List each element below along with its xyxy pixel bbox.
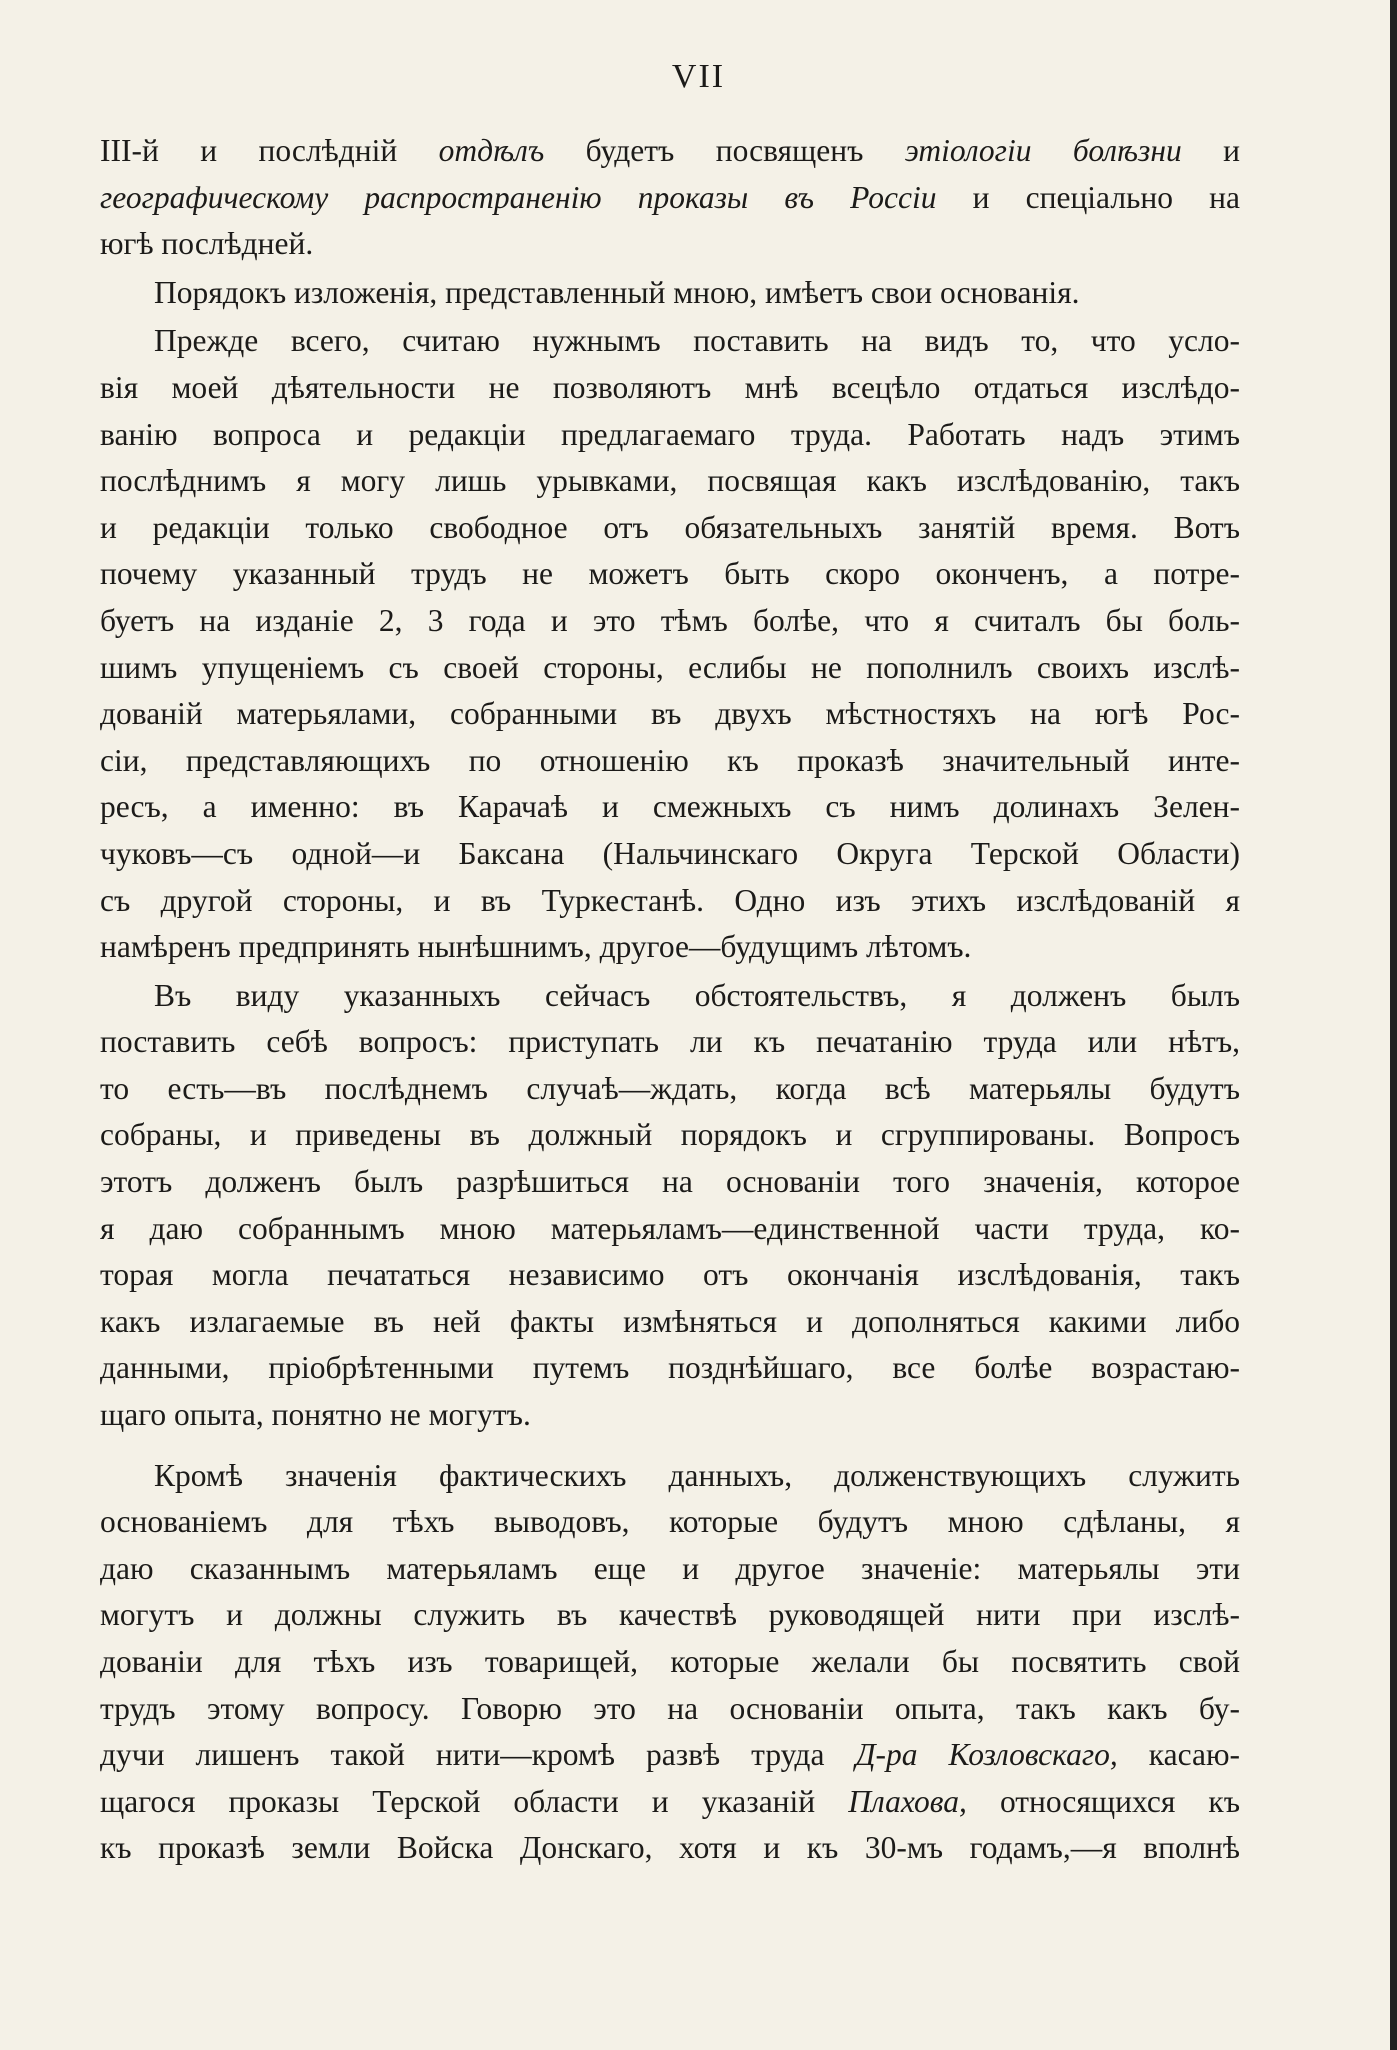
- text-span: щаго опыта, понятно не могутъ.: [100, 1397, 531, 1433]
- text-line: [100, 458, 1240, 505]
- text-line: [100, 1299, 1240, 1346]
- text-span: и спеціально на: [936, 179, 1240, 215]
- text-span: и редакціи только свободное отъ обязательныхъ занятій время. Вотъ: [100, 509, 1240, 545]
- italic-span: Д-ра Козловскаго,: [855, 1737, 1118, 1773]
- text-line: [100, 831, 1240, 878]
- paragraph: [100, 1453, 1240, 1872]
- italic-span: Плахова,: [848, 1783, 967, 1819]
- text-span: даю сказаннымъ матерьяламъ еще и другое значеніе: матерьялы эти: [100, 1550, 1240, 1586]
- text-line: [100, 1019, 1240, 1066]
- text-line: [100, 1345, 1240, 1392]
- italic-span: этіологіи болѣзни: [904, 133, 1182, 168]
- text-line: [100, 1686, 1240, 1733]
- text-span: я даю собраннымъ мною матерьяламъ—единственной части труда, ко-: [100, 1210, 1240, 1246]
- text-line: [100, 365, 1240, 412]
- text-line: [100, 1639, 1240, 1686]
- text-line: [100, 924, 1240, 971]
- text-line: [100, 505, 1240, 552]
- text-span: намѣренъ предпринять нынѣшнимъ, другое—будущимъ лѣтомъ.: [100, 929, 972, 965]
- text-line: [100, 270, 1240, 317]
- text-span: собраны, и приведены въ должный порядокъ и сгруппированы. Вопросъ: [100, 1117, 1240, 1153]
- text-span: могутъ и должны служить въ качествѣ руководящей нити при изслѣ-: [100, 1597, 1240, 1633]
- text-span: III-й и послѣдній: [100, 133, 439, 168]
- text-line: [100, 598, 1240, 645]
- text-span: югѣ послѣдней.: [100, 226, 314, 262]
- text-span: Кромѣ значенія фактическихъ данныхъ, долженствующихъ служить: [154, 1457, 1240, 1493]
- text-span: Въ виду указанныхъ сейчасъ обстоятельствъ, я долженъ былъ: [154, 977, 1240, 1013]
- text-span: данными, пріобрѣтенными путемъ позднѣйшаго, все болѣе возрастаю-: [100, 1350, 1240, 1386]
- text-span: дучи лишенъ такой нити—кромѣ развѣ труда: [100, 1737, 856, 1773]
- text-span: шимъ упущеніемъ съ своей стороны, еслибы не пополнилъ своихъ изслѣ-: [100, 649, 1240, 685]
- text-span: касаю-: [1117, 1737, 1240, 1773]
- text-span: сіи, представляющихъ по отношенію къ проказѣ значительный инте-: [100, 742, 1240, 778]
- text-line: [100, 221, 1240, 268]
- text-line: [100, 1546, 1240, 1593]
- paragraph: [100, 128, 1240, 268]
- text-line: [100, 1592, 1240, 1639]
- text-span: и: [1181, 133, 1241, 168]
- page-number: VII: [671, 58, 726, 95]
- text-line: [100, 1112, 1240, 1159]
- text-span: послѣднимъ я могу лишь урывками, посвящая какъ изслѣдованію, такъ: [100, 463, 1240, 499]
- text-line: [100, 1825, 1240, 1872]
- body-text: [100, 128, 1240, 1874]
- text-span: будетъ посвященъ: [544, 133, 905, 168]
- text-span: трудъ этому вопросу. Говорю это на основаніи опыта, такъ какъ бу-: [100, 1690, 1240, 1726]
- text-span: дованій матерьялами, собранными въ двухъ мѣстностяхъ на югѣ Рос-: [100, 696, 1240, 732]
- text-span: какъ излагаемые въ ней факты измѣняться и дополняться какими либо: [100, 1303, 1240, 1339]
- page-edge: [1390, 0, 1397, 2050]
- text-line: [100, 551, 1240, 598]
- text-line: [100, 175, 1240, 222]
- text-span: почему указанный трудъ не можетъ быть скоро оконченъ, а потре-: [100, 556, 1240, 592]
- text-line: [100, 1252, 1240, 1299]
- text-line: [100, 691, 1240, 738]
- text-line: [100, 645, 1240, 692]
- paragraph: [100, 270, 1240, 317]
- text-span: ресъ, а именно: въ Карачаѣ и смежныхъ съ нимъ долинахъ Зелен-: [100, 789, 1240, 825]
- text-span: щагося проказы Терской области и указаній: [100, 1783, 849, 1819]
- text-span: къ проказѣ земли Войска Донскаго, хотя и къ 30-мъ годамъ,—я вполнѣ: [100, 1830, 1240, 1866]
- text-span: буетъ на изданіе 2, 3 года и это тѣмъ болѣе, что я считалъ бы боль-: [100, 602, 1240, 638]
- text-span: торая могла печататься независимо отъ окончанія изслѣдованія, такъ: [100, 1257, 1240, 1293]
- text-line: [100, 1779, 1240, 1826]
- text-line: [100, 973, 1240, 1020]
- text-line: [100, 878, 1240, 925]
- text-line: [100, 412, 1240, 459]
- text-line: [100, 1453, 1240, 1500]
- text-line: [100, 128, 1240, 175]
- text-line: [100, 318, 1240, 365]
- text-line: [100, 1499, 1240, 1546]
- text-span: ванію вопроса и редакціи предлагаемаго труда. Работать надъ этимъ: [100, 416, 1240, 452]
- text-span: Порядокъ изложенія, представленный мною, имѣетъ свои основанія.: [154, 274, 1080, 310]
- paragraph: [100, 973, 1240, 1439]
- italic-span: географическому распространенію проказы въ Россіи: [100, 179, 937, 215]
- paragraph: [100, 318, 1240, 970]
- text-line: [100, 1066, 1240, 1113]
- italic-span: отдѣлъ: [438, 133, 545, 168]
- text-line: [100, 784, 1240, 831]
- text-span: то есть—въ послѣднемъ случаѣ—ждать, когда всѣ матерьялы будутъ: [100, 1070, 1240, 1106]
- text-span: съ другой стороны, и въ Туркестанѣ. Одно изъ этихъ изслѣдованій я: [100, 882, 1240, 918]
- text-line: [100, 1206, 1240, 1253]
- text-line: [100, 1159, 1240, 1206]
- text-span: основаніемъ для тѣхъ выводовъ, которые будутъ мною сдѣланы, я: [100, 1504, 1240, 1540]
- text-span: вія моей дѣятельности не позволяютъ мнѣ всецѣло отдаться изслѣдо-: [100, 369, 1240, 405]
- text-span: дованіи для тѣхъ изъ товарищей, которые желали бы посвятить свой: [100, 1644, 1240, 1679]
- text-span: поставить себѣ вопросъ: приступать ли къ печатанію труда или нѣтъ,: [100, 1024, 1240, 1060]
- text-span: Прежде всего, считаю нужнымъ поставить на видъ то, что усло-: [154, 323, 1240, 359]
- text-span: относящихся къ: [966, 1783, 1240, 1819]
- text-span: чуковъ—съ одной—и Баксана (Нальчинскаго Округа Терской Области): [100, 835, 1240, 871]
- text-line: [100, 1732, 1240, 1779]
- text-line: [100, 738, 1240, 785]
- text-line: [100, 1392, 1240, 1439]
- text-span: этотъ долженъ былъ разрѣшиться на основаніи того значенія, которое: [100, 1164, 1240, 1200]
